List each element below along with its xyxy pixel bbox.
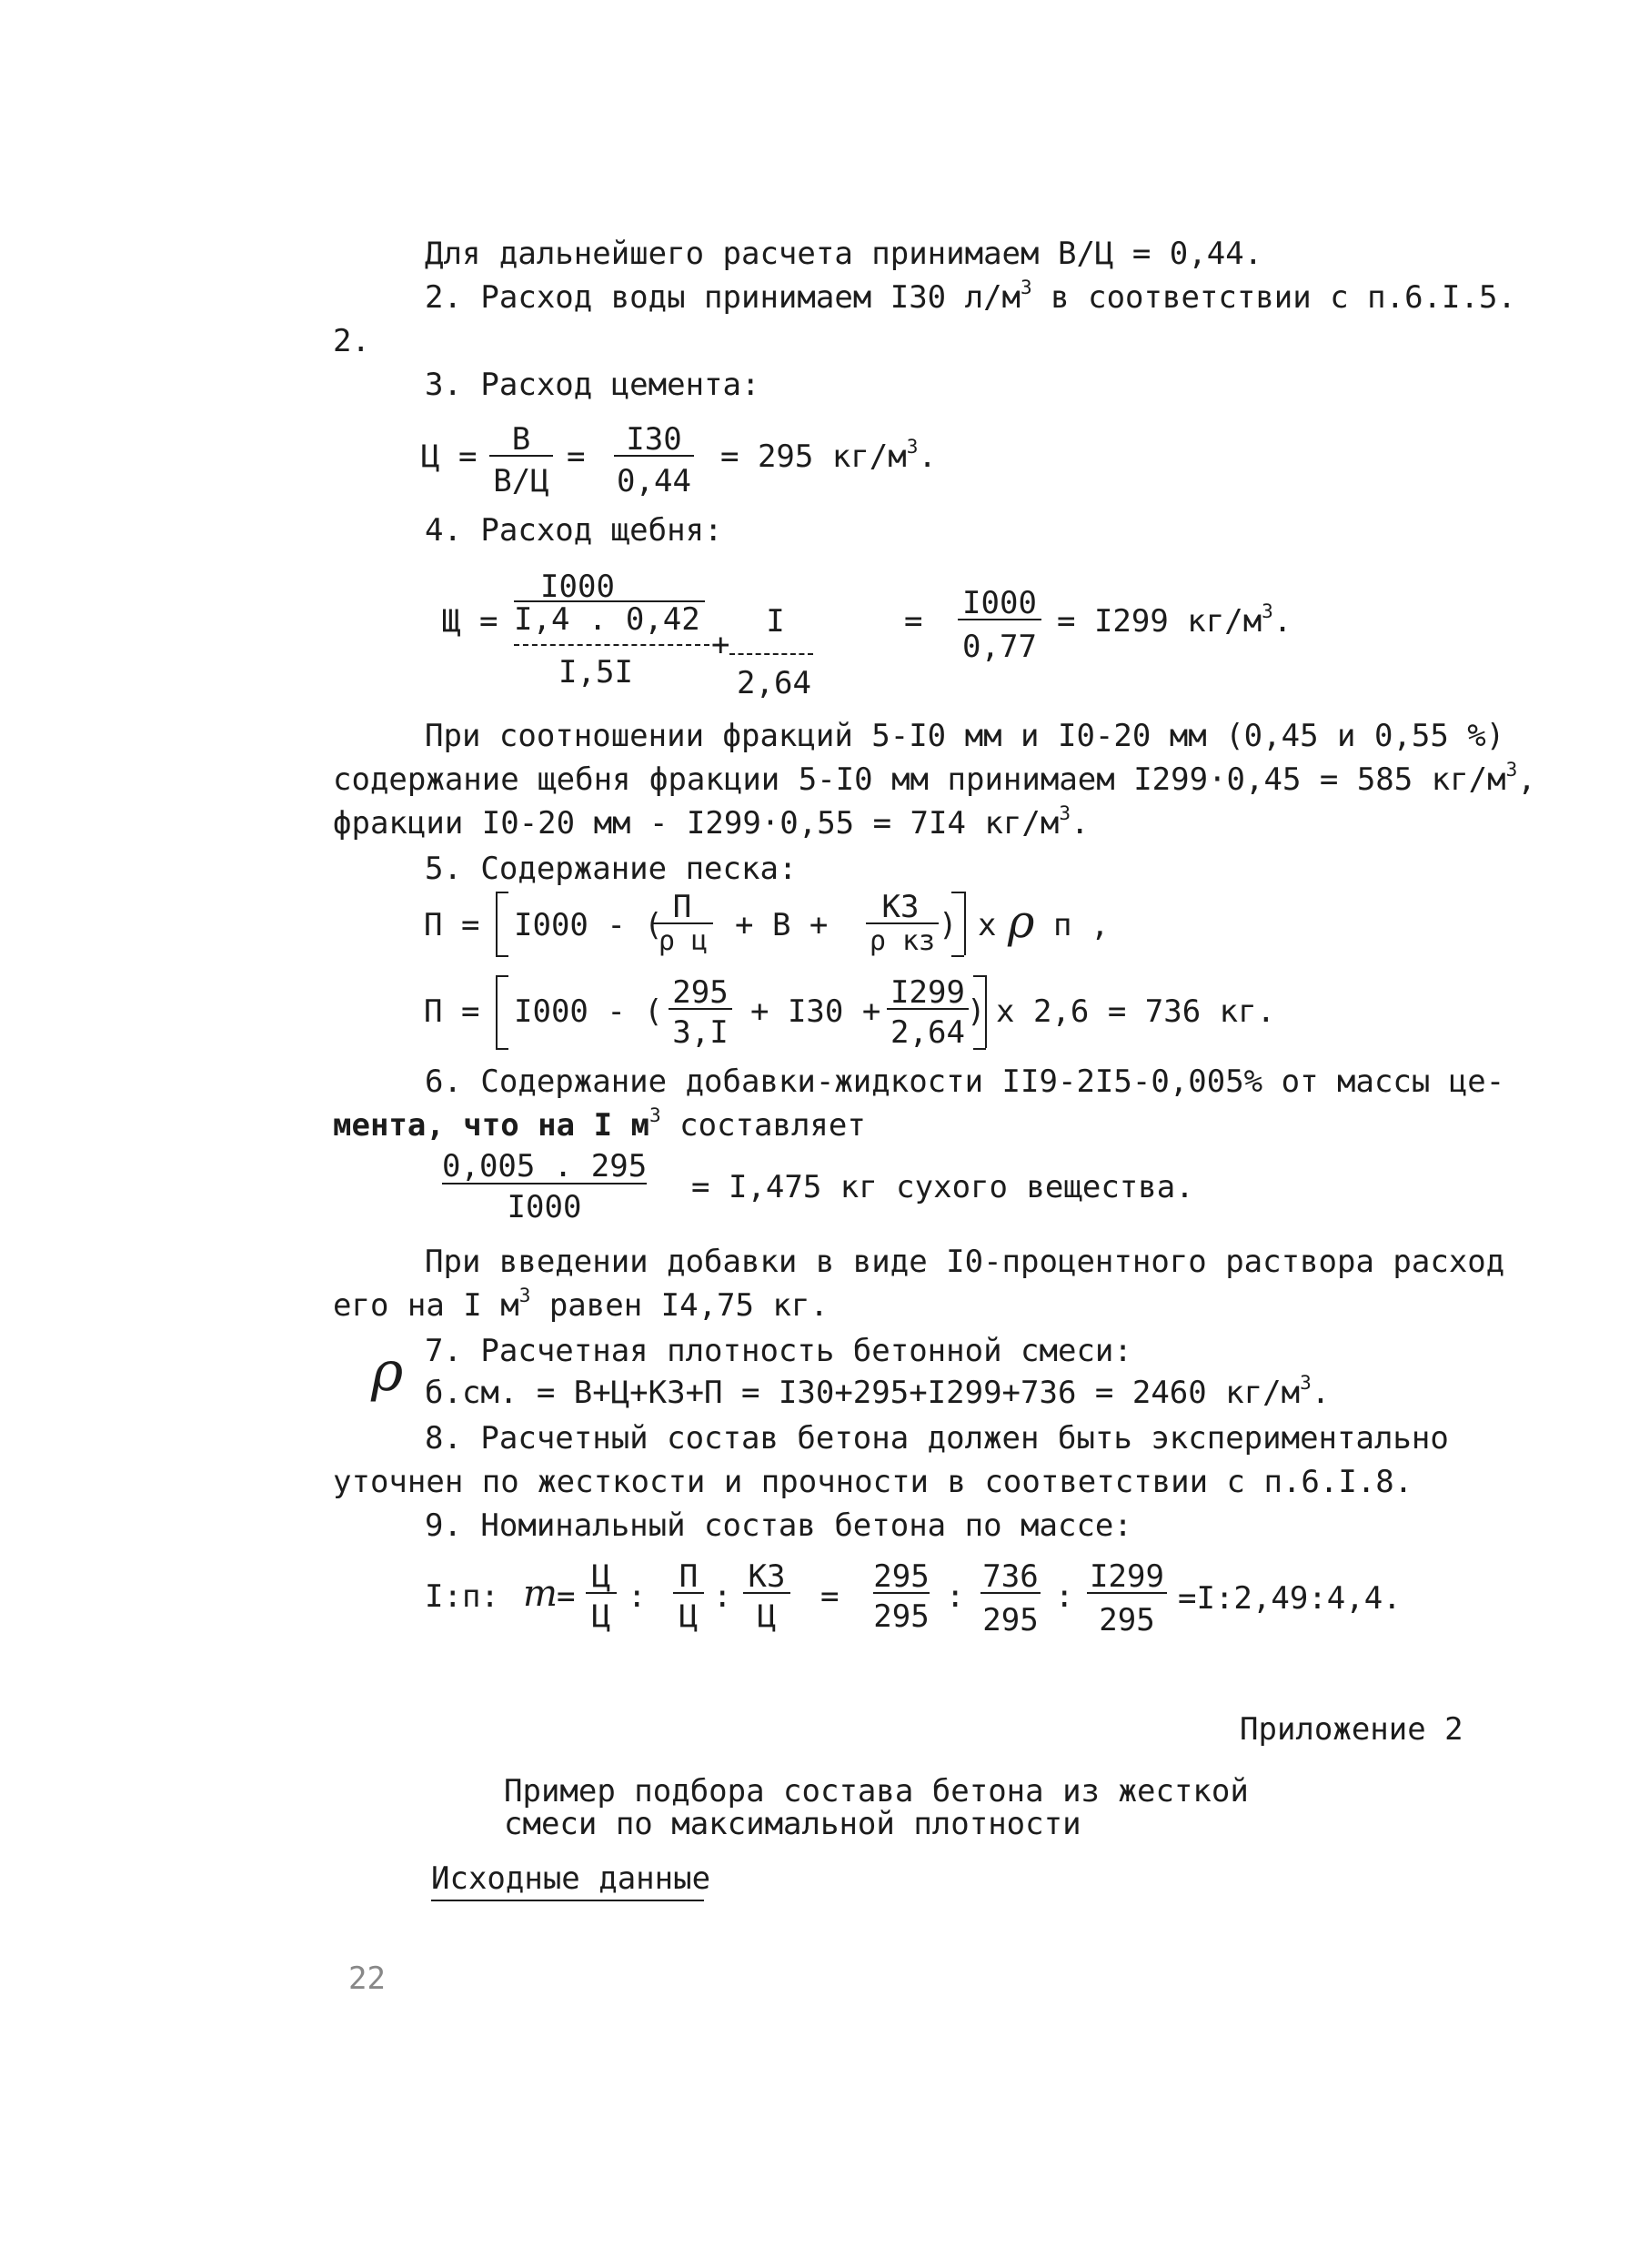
superscript: 3: [518, 1285, 531, 1306]
fraction-bar: [958, 619, 1041, 620]
text-span: фракции I0-20 мм - I299·0,55 = 7I4 кг/м: [333, 805, 1060, 842]
fraction-numerator: I000: [540, 569, 615, 605]
text-span: .: [1311, 1375, 1331, 1411]
bracket-left: [496, 892, 508, 893]
text-line: [333, 759, 1536, 798]
fraction-numerator: П: [672, 889, 692, 925]
fraction-denominator: 0,77: [962, 629, 1037, 665]
fraction-denominator: 3,I: [672, 1014, 729, 1051]
fraction-numerator: 295: [672, 974, 729, 1011]
bracket-left: [496, 1048, 508, 1050]
fraction-bar: [653, 922, 713, 924]
fraction-numerator: I000: [962, 585, 1037, 621]
text-span: составляет: [660, 1107, 866, 1144]
text-span: ,: [1517, 761, 1536, 798]
fraction-bar: [980, 1592, 1041, 1594]
equals-sign: =: [567, 438, 586, 475]
text-line: 8. Расчетный состав бетона должен быть экспериментально: [425, 1420, 1449, 1457]
formula-term: I000 - (: [514, 993, 663, 1030]
formula-rhs: = I,475 кг сухого вещества.: [691, 1169, 1194, 1205]
text-line: При введении добавки в виде I0-процентного раствора расход: [425, 1244, 1505, 1280]
text-line: Для дальнейшего расчета принимаем В/Ц = 0,44.: [425, 236, 1263, 272]
text-span: в соответствии с п.6.I.5.: [1031, 279, 1516, 316]
text-line: 3. Расход цемента:: [425, 367, 760, 403]
formula-term: :: [1055, 1578, 1074, 1615]
fraction-numerator: КЗ: [881, 889, 920, 925]
formula-term: x: [978, 907, 997, 943]
page-number: 22: [348, 1961, 386, 1997]
fraction-term: I,4 . 0,42: [514, 601, 700, 638]
fraction-denominator: ρ ц: [658, 925, 709, 957]
fraction-numerator: П: [679, 1558, 699, 1595]
fraction-denominator: I,5I: [558, 654, 633, 690]
appendix-label: Приложение 2: [1240, 1711, 1463, 1748]
fraction-denominator: ρ кз: [869, 925, 936, 957]
plus-sign: +: [711, 627, 730, 663]
bracket-right: [973, 975, 986, 977]
bracket-right: [985, 975, 987, 1048]
formula-lhs: Ц =: [421, 438, 478, 475]
bracket-left: [496, 955, 508, 957]
equals-sign: =: [904, 603, 923, 640]
fraction-bar: [673, 1592, 704, 1594]
text-line: [425, 1372, 1331, 1411]
text-span: = 295 кг/м: [720, 438, 907, 475]
text-line: уточнен по жесткости и прочности в соответствии с п.6.I.8.: [333, 1464, 1413, 1500]
rho-symbol: ρ: [1008, 895, 1035, 948]
fraction-numerator: Ц: [591, 1558, 611, 1595]
text-span: .: [1272, 603, 1292, 640]
text-span: его на I м: [333, 1287, 519, 1324]
superscript: 3: [1262, 600, 1273, 622]
text-span: .: [918, 438, 937, 475]
superscript: 3: [1505, 759, 1518, 781]
fraction-bar: [442, 1183, 647, 1184]
fraction-numerator: В: [511, 421, 531, 458]
fraction-denominator: Ц: [679, 1598, 699, 1635]
formula-term: :: [946, 1578, 965, 1615]
bracket-right: [951, 955, 964, 957]
underline: [431, 1900, 704, 1901]
text-line: [333, 802, 1090, 842]
formula-term: ): [939, 907, 958, 943]
fraction-denominator: I000: [507, 1189, 582, 1225]
fraction-numerator: I299: [890, 974, 965, 1011]
superscript: 3: [906, 436, 919, 458]
formula-lhs: Щ =: [442, 603, 498, 640]
fraction-denominator: Ц: [591, 1598, 611, 1635]
formula-term: :: [628, 1578, 647, 1615]
text-line: 5. Содержание песка:: [425, 851, 798, 887]
formula-term: m: [523, 1573, 558, 1615]
bracket-left: [496, 975, 508, 977]
bracket-right: [951, 892, 964, 893]
formula-lhs: П =: [424, 993, 480, 1030]
formula-rhs: x 2,6 = 736 кг.: [996, 993, 1276, 1030]
formula-lhs: П =: [424, 907, 480, 943]
text-line: 4. Расход щебня:: [425, 512, 723, 549]
text-line: [333, 1104, 866, 1144]
text-span: .: [1070, 805, 1090, 842]
formula-rhs: =I:2,49:4,4.: [1178, 1580, 1402, 1617]
formula-term: + I30 +: [750, 993, 881, 1030]
fraction-numerator: 0,005 . 295: [442, 1148, 648, 1184]
fraction-bar: [1087, 1592, 1167, 1594]
fraction-bar: [743, 1592, 790, 1594]
formula-term: I000 - (: [514, 907, 663, 943]
fraction-bar: [669, 1008, 732, 1010]
fraction-numerator: I: [766, 603, 785, 640]
fraction-denominator: 295: [873, 1598, 930, 1635]
text-line: 9. Номинальный состав бетона по массе:: [425, 1507, 1132, 1544]
text-span: равен I4,75 кг.: [530, 1287, 829, 1324]
text-line: [333, 1285, 829, 1324]
fraction-bar: [866, 922, 939, 924]
text-line: 2.: [333, 323, 370, 359]
bracket-left: [496, 892, 498, 955]
text-line: При соотношении фракций 5-I0 мм и I0-20 мм (0,45 и 0,55 %): [425, 718, 1505, 754]
fraction-denominator: 2,64: [890, 1014, 965, 1051]
equals-sign: =: [820, 1578, 840, 1615]
superscript: 3: [1059, 802, 1071, 824]
text-line: [425, 277, 1516, 316]
text-line: 7. Расчетная плотность бетонной смеси:: [425, 1333, 1132, 1369]
formula-lhs: I:п:: [425, 1578, 499, 1615]
fraction-bar: [586, 1592, 617, 1594]
text-span: 2. Расход воды принимаем I30 л/м: [425, 279, 1021, 316]
fraction-bar: [489, 455, 553, 457]
superscript: 3: [1021, 277, 1032, 298]
rho-symbol: ρ: [371, 1340, 404, 1404]
fraction-denominator: 2,64: [737, 665, 811, 701]
fraction-numerator: I30: [626, 421, 682, 458]
formula-rhs: [720, 436, 937, 475]
formula-term: п ,: [1053, 907, 1110, 943]
fraction-numerator: 295: [873, 1558, 930, 1595]
text-span: = I299 кг/м: [1057, 603, 1262, 640]
fraction-numerator: 736: [982, 1558, 1039, 1595]
fraction-denominator: В/Ц: [493, 463, 549, 499]
fraction-denominator: 0,44: [617, 463, 691, 499]
formula-term: ): [967, 993, 986, 1030]
fraction-bar: [873, 1592, 930, 1594]
formula-term: + В +: [735, 907, 829, 943]
bracket-left: [496, 975, 498, 1048]
bracket-right: [964, 892, 966, 955]
fraction-denominator: Ц: [757, 1598, 777, 1635]
text-line: 6. Содержание добавки-жидкости II9-2I5-0,005% от массы це-: [425, 1063, 1505, 1100]
fraction-bar: [887, 1008, 969, 1010]
section-title: Пример подбора состава бетона из жесткой: [504, 1773, 1249, 1809]
fraction-denominator: 295: [1099, 1602, 1155, 1638]
fraction-bar: [614, 455, 694, 457]
superscript: 3: [649, 1104, 661, 1126]
fraction-bar: [729, 653, 813, 655]
section-title: смеси по максимальной плотности: [504, 1806, 1081, 1842]
text-span: б.см. = В+Ц+КЗ+П = I30+295+I299+736 = 2460 кг/м: [425, 1375, 1301, 1411]
superscript: 3: [1300, 1372, 1312, 1394]
text-span: мента, что на I м: [333, 1107, 649, 1144]
formula-rhs: [1057, 600, 1292, 640]
fraction-numerator: КЗ: [748, 1558, 786, 1595]
fraction-bar: [514, 644, 709, 646]
bracket-right: [973, 1048, 986, 1050]
subsection-heading: Исходные данные: [431, 1860, 711, 1897]
text-span: содержание щебня фракции 5-I0 мм принимаем I299·0,45 = 585 кг/м: [333, 761, 1506, 798]
equals-sign: =: [557, 1578, 576, 1615]
fraction-denominator: 295: [982, 1602, 1039, 1638]
fraction-numerator: I299: [1090, 1558, 1164, 1595]
formula-term: :: [713, 1578, 732, 1615]
